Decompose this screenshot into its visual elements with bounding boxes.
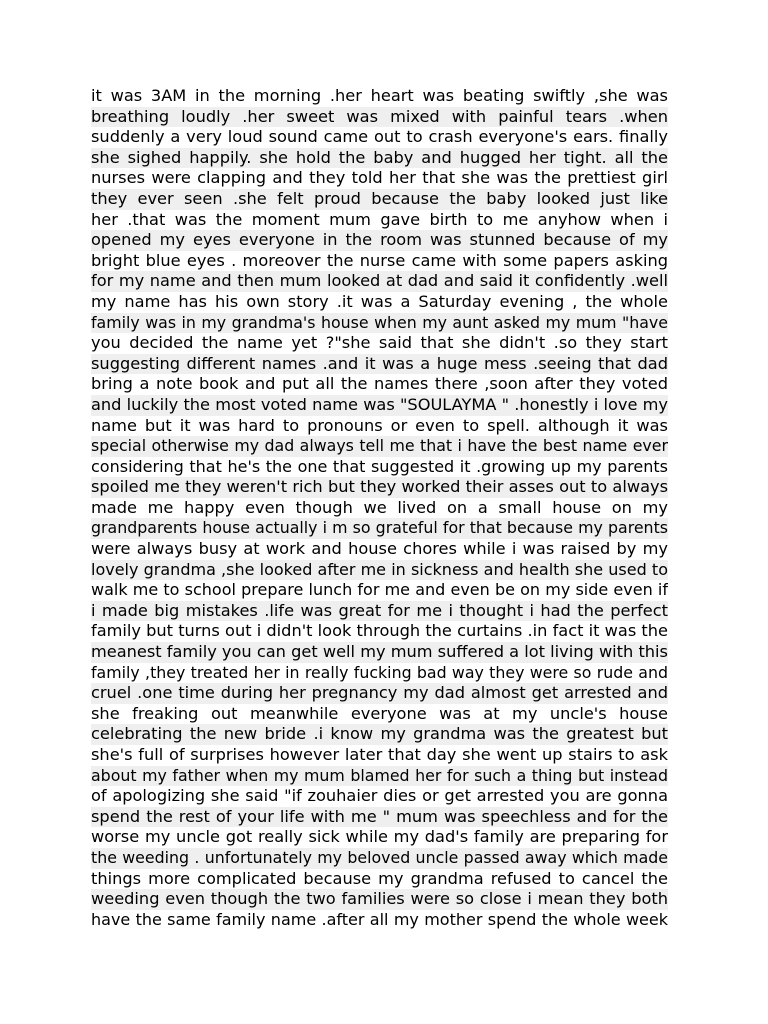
text-line: and luckily the most voted name was "SOULAYMA " .honestly i love my xyxy=(91,394,668,414)
text-line: opened my eyes everyone in the room was stunned because of my xyxy=(91,230,668,250)
text-line: were always busy at work and house chores while i was raised by my xyxy=(91,539,668,559)
text-line: celebrating the new bride .i know my grandma was the greatest but xyxy=(91,724,668,744)
text-line: family was in my grandma's house when my aunt asked my mum "have xyxy=(91,312,668,332)
text-line: of apologizing she said "if zouhaier dies or get arrested you are gonna xyxy=(91,786,668,806)
text-line: suggesting different names .and it was a huge mess .seeing that dad xyxy=(91,353,668,373)
text-line: i made big mistakes .life was great for me i thought i had the perfect xyxy=(91,600,668,620)
text-line: for my name and then mum looked at dad and said it confidently .well xyxy=(91,271,668,291)
text-line: her .that was the moment mum gave birth to me anyhow when i xyxy=(91,209,668,229)
text-line: suddenly a very loud sound came out to crash everyone's ears. finally xyxy=(91,127,668,147)
text-line: considering that he's the one that suggested it .growing up my parents xyxy=(91,456,668,476)
text-line: she sighed happily. she hold the baby and hugged her tight. all the xyxy=(91,147,668,167)
text-line: it was 3AM in the morning .her heart was beating swiftly ,she was xyxy=(91,86,668,105)
text-line: grandparents house actually i m so grateful for that because my parents xyxy=(91,518,668,538)
text-line: the weeding . unfortunately my beloved uncle passed away which made xyxy=(91,847,668,867)
text-line: breathing loudly .her sweet was mixed with painful tears .when xyxy=(91,106,668,126)
text-line: worse my uncle got really sick while my dad's family are preparing for xyxy=(91,827,668,847)
text-line: walk me to school prepare lunch for me and even be on my side even if xyxy=(91,580,668,600)
text-line: bright blue eyes . moreover the nurse came with some papers asking xyxy=(91,250,668,270)
text-line: they ever seen .she felt proud because the baby looked just like xyxy=(91,188,668,208)
text-line: spoiled me they weren't rich but they worked their asses out to always xyxy=(91,477,668,497)
text-line: have the same family name .after all my mother spend the whole week xyxy=(91,909,668,929)
body-text xyxy=(91,86,668,930)
text-line: family ,they treated her in really fucking bad way they were so rude and xyxy=(91,662,668,682)
text-line: weeding even though the two families were so close i mean they both xyxy=(91,889,668,909)
text-line: she freaking out meanwhile everyone was at my uncle's house xyxy=(91,703,668,723)
text-line: name but it was hard to pronouns or even to spell. although it was xyxy=(91,415,668,435)
text-line: about my father when my mum blamed her for such a thing but instead xyxy=(91,765,668,785)
text-line: you decided the name yet ?"she said that she didn't .so they start xyxy=(91,333,668,353)
text-line: made me happy even though we lived on a small house on my xyxy=(91,497,668,517)
text-line: cruel .one time during her pregnancy my dad almost get arrested and xyxy=(91,683,668,703)
text-line: nurses were clapping and they told her that she was the prettiest girl xyxy=(91,168,668,188)
text-line: family but turns out i didn't look through the curtains .in fact it was the xyxy=(91,621,668,641)
text-line: lovely grandma ,she looked after me in sickness and health she used to xyxy=(91,559,668,579)
text-line: things more complicated because my grandma refused to cancel the xyxy=(91,868,668,888)
text-line: she's full of surprises however later that day she went up stairs to ask xyxy=(91,745,668,764)
text-line: special otherwise my dad always tell me that i have the best name ever xyxy=(91,436,668,456)
text-line: meanest family you can get well my mum suffered a lot living with this xyxy=(91,642,668,662)
text-line: my name has his own story .it was a Saturday evening , the whole xyxy=(91,291,668,311)
text-line: bring a note book and put all the names there ,soon after they voted xyxy=(91,374,668,394)
text-line: spend the rest of your life with me " mum was speechless and for the xyxy=(91,806,668,826)
